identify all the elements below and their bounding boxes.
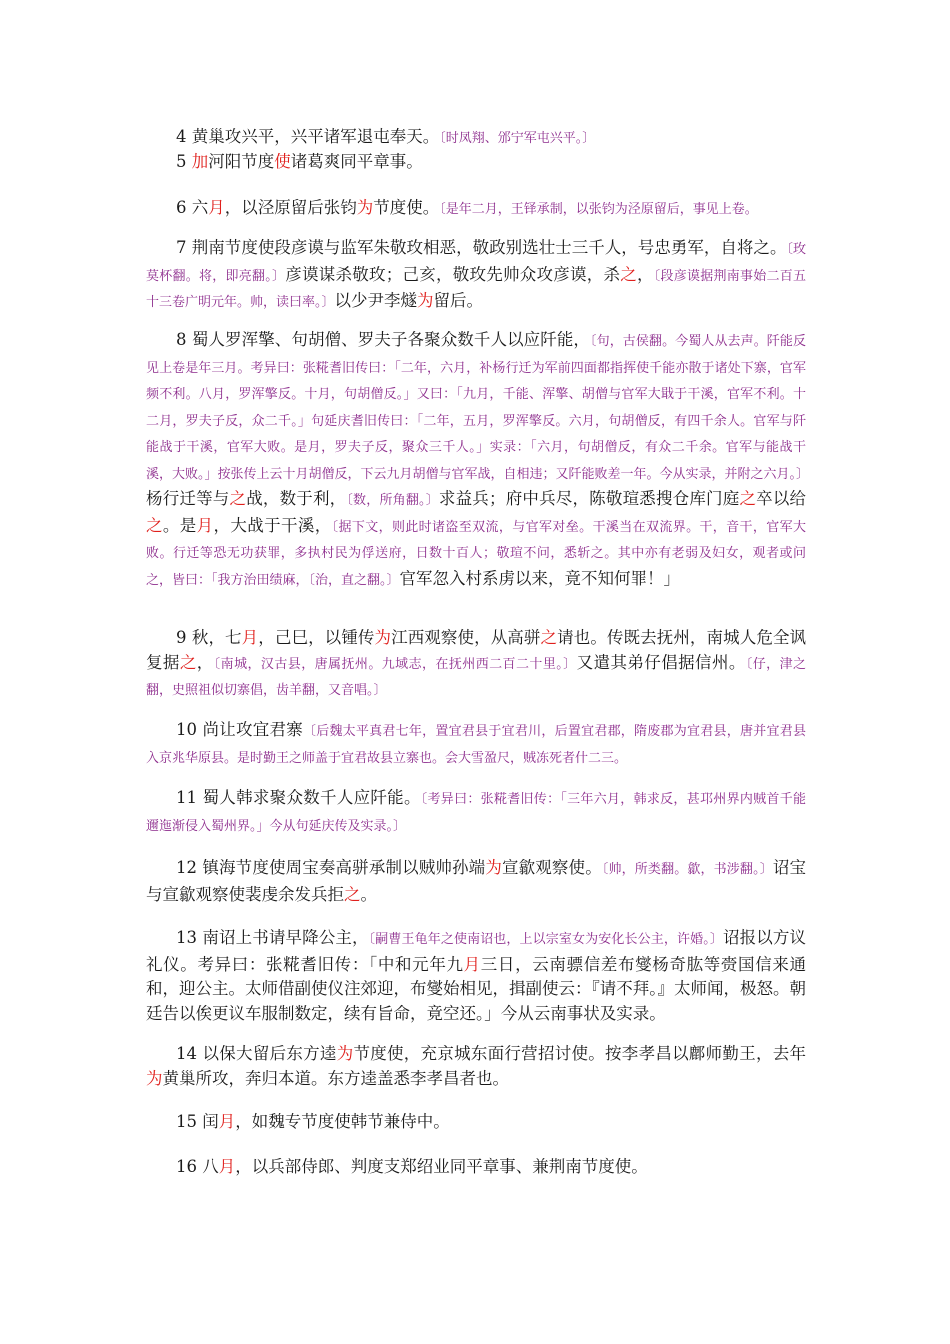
body-text: 13 南诏上书请早降公主， bbox=[176, 928, 369, 947]
annotation-note: 〔帅，所类翻。歙，书涉翻。〕 bbox=[601, 862, 773, 877]
highlight-text: 为 bbox=[336, 1044, 354, 1063]
highlight-text: 之 bbox=[344, 884, 361, 904]
body-text: 8 蜀人罗浑擎、句胡僧、罗夫子各聚众数千人以应阡能， bbox=[176, 330, 591, 349]
highlight-text: 月 bbox=[208, 198, 225, 217]
body-text: 又遣其弟仔倡据信州。 bbox=[576, 652, 746, 672]
annotation-note: 〔考异曰：张糀耆旧传：「三年六月，韩求反，甚邛州界内贼首千能邇迤渐侵入蜀州界。」今从句延庆传及实录。〕 bbox=[146, 792, 806, 834]
paragraph-10 bbox=[146, 718, 806, 771]
paragraph-11 bbox=[146, 786, 806, 839]
body-text: ，大战于干溪， bbox=[213, 515, 332, 535]
annotation-note: 〔嗣曹王龟年之使南诏也，上以宗室女为安化长公主，许婚。〕 bbox=[368, 932, 724, 947]
paragraph-4 bbox=[146, 125, 806, 152]
highlight-text: 使 bbox=[274, 152, 291, 171]
body-text: 官军忽入村系虏以来，竟不知何罪！」 bbox=[399, 568, 681, 588]
body-text: 4 黄巢攻兴平，兴平诸军退屯奉天。 bbox=[176, 127, 440, 146]
body-text: 诏报以方议礼仪。考异曰：张糀耆旧传：「中和元年九 bbox=[146, 928, 807, 974]
body-text: 。 bbox=[360, 884, 377, 904]
body-text: 诏宝与宣歙观察使裴虔余发兵拒 bbox=[146, 858, 807, 904]
body-text: 卒以给 bbox=[756, 489, 807, 508]
body-text: 10 尚让攻宜君寨 bbox=[176, 720, 303, 739]
paragraph-15 bbox=[146, 1110, 806, 1135]
body-text: 留后。 bbox=[433, 291, 484, 310]
highlight-text: 月 bbox=[463, 954, 481, 974]
body-text: ，如魏专节度使韩节兼侍中。 bbox=[235, 1112, 450, 1131]
body-text: 节度使，充京城东面行营招讨使。按李孝昌以鄜师勤王，去年 bbox=[353, 1044, 807, 1063]
highlight-text: 为 bbox=[417, 291, 434, 310]
body-text: 12 镇海节度使周宝奏高骈承制以贼帅孙端 bbox=[176, 858, 486, 877]
annotation-note: 〔段彦谟据荆南事始二百五十三卷广明元年。帅，读曰率。〕 bbox=[146, 268, 806, 310]
body-text: ，以泾原留后张钧 bbox=[224, 198, 357, 217]
body-text: 杨行迁等与 bbox=[146, 489, 230, 508]
body-text: ， bbox=[637, 264, 654, 284]
paragraph-8 bbox=[146, 328, 810, 593]
paragraph-12 bbox=[146, 856, 806, 907]
body-text: 彦谟谋杀敬玫；己亥，敬玫先帅众攻彦谟，杀 bbox=[285, 264, 621, 284]
highlight-text: 之 bbox=[229, 489, 247, 508]
annotation-note: 〔数，所角翻。〕 bbox=[346, 493, 439, 508]
body-text: 11 蜀人韩求聚众数千人应阡能。 bbox=[176, 788, 421, 807]
annotation-note: 〔仔，津之翻，史照祖似切寨倡，齿羊翻，又音唱。〕 bbox=[146, 656, 807, 698]
body-text: 14 以保大留后东方逵 bbox=[176, 1044, 337, 1063]
annotation-note: 〔南城，汉古县，唐属抚州。九域志，在抚州西二百二十里。〕 bbox=[213, 656, 577, 672]
paragraph-5 bbox=[146, 150, 806, 175]
highlight-text: 为 bbox=[356, 198, 374, 217]
highlight-text: 月 bbox=[196, 515, 214, 535]
highlight-text: 之 bbox=[739, 489, 757, 508]
annotation-note: 〔后魏太平真君七年，置宜君县于宜君川，后置宜君郡，隋废郡为宜君县，唐并宜君县入京兆华原县。是时勤王之师盖于宜君故县立寨也。会大雪盈尺，贼冻死者什二三。 bbox=[146, 724, 806, 766]
body-text: 5 bbox=[176, 152, 192, 171]
body-text: 河阳节度 bbox=[208, 152, 275, 171]
body-text: 请也。传既去抚州，南城人危全讽复据 bbox=[146, 628, 807, 672]
body-text: 9 秋，七 bbox=[176, 628, 242, 647]
body-text: 江西观察使，从高骈 bbox=[391, 628, 541, 647]
highlight-text: 月 bbox=[218, 1157, 236, 1176]
highlight-text: 之 bbox=[179, 652, 197, 672]
body-text: 7 荆南节度使段彦谟与监军朱敬玫相恶，敬政别选壮士三千人，号忠勇军，自将之。 bbox=[176, 238, 787, 257]
body-text: 6 六 bbox=[176, 198, 209, 217]
body-text: 节度使。 bbox=[373, 198, 440, 217]
paragraph-16 bbox=[146, 1155, 806, 1180]
highlight-text: 为 bbox=[146, 1068, 163, 1088]
highlight-text: 之 bbox=[146, 515, 163, 535]
body-text: ，以兵部侍郎、判度支郑绍业同平章事、兼荆南节度使。 bbox=[235, 1157, 648, 1176]
body-text: 诸葛爽同平章事。 bbox=[290, 152, 423, 171]
highlight-text: 为 bbox=[374, 628, 392, 647]
body-text: 求益兵；府中兵尽，陈敬瑄悉搜仓库门庭 bbox=[438, 489, 740, 508]
body-text: 战，数于利， bbox=[246, 489, 347, 508]
body-text: 。是 bbox=[162, 515, 197, 535]
body-text: 15 闰 bbox=[176, 1112, 219, 1131]
highlight-text: 加 bbox=[191, 152, 209, 171]
body-text: 黄巢所攻，奔归本道。东方逵盖悉李孝昌者也。 bbox=[162, 1068, 509, 1088]
body-text: ， bbox=[196, 652, 214, 672]
annotation-note: 〔是年二月，王铎承制，以张钧为泾原留后，事见上卷。 bbox=[439, 202, 758, 217]
annotation-note: 〔玫莫杯翻。将，即亮翻。〕 bbox=[146, 242, 806, 284]
paragraph-9 bbox=[146, 626, 806, 704]
highlight-text: 为 bbox=[485, 858, 502, 877]
body-text: ，己巳，以锺传 bbox=[258, 628, 375, 647]
paragraph-13 bbox=[146, 926, 806, 1026]
body-text: 以少尹李燧 bbox=[334, 291, 418, 310]
paragraph-6 bbox=[146, 196, 806, 223]
highlight-text: 之 bbox=[620, 264, 637, 284]
annotation-note: 〔据下文，则此时诸盗至双流，与官军对垒。干溪当在双流界。干，音干，官军大败。行迁等恐无功获罪，多执村民为俘送府，日数十百人；敬瑄不问，悉斩之。其中亦有老弱及妇女，观者或问之，皆曰：「我方治田绩麻，〔治，直之翻。〕 bbox=[146, 519, 807, 588]
highlight-text: 月 bbox=[241, 628, 259, 647]
annotation-note: 〔时凤翔、邠宁军屯兴平。〕 bbox=[439, 131, 596, 146]
paragraph-14 bbox=[146, 1042, 806, 1091]
body-text: 三日，云南骠信差布燮杨奇肱等赍国信来通和，迎公主。太师借副使仪注郊迎，布燮始相见，揖副使云：『请不拜。』太师闻，极怒。朝廷告以俟更议车服制数定，续有旨命，竟空还。」今从云南事状及实录。 bbox=[146, 954, 807, 1023]
highlight-text: 之 bbox=[540, 628, 558, 647]
paragraph-7 bbox=[146, 236, 806, 316]
highlight-text: 月 bbox=[218, 1112, 236, 1131]
body-text: 16 八 bbox=[176, 1157, 219, 1176]
body-text: 宣歙观察使。 bbox=[501, 858, 602, 877]
annotation-note: 〔句，古侯翻。今蜀人从去声。阡能反见上卷是年三月。考异曰：张糀耆旧传曰：「二年，六月，补杨行迁为军前四面都指挥使千能亦散于诸处下寨，官军频不利。八月，罗浑擎反。十月，句胡僧反。」又曰：「九月，千能、浑擎、胡僧与官军大戢于干溪，官军不利。十二月，罗夫子反，众二千。」句延庆耆旧传曰：「二年，五月，罗浑擎反。六月，句胡僧反，有四千余人。官军与阡能战于干溪，官军大败。是月，罗夫子反，聚众三千人。」实录：「六月，句胡僧反，有众二千余。官军与能战干溪，大败。」按张传上云十月胡僧反，下云九月胡僧与官军战，自相违；又阡能败差一年。今从实录，并附之六月。〕 bbox=[146, 334, 810, 482]
